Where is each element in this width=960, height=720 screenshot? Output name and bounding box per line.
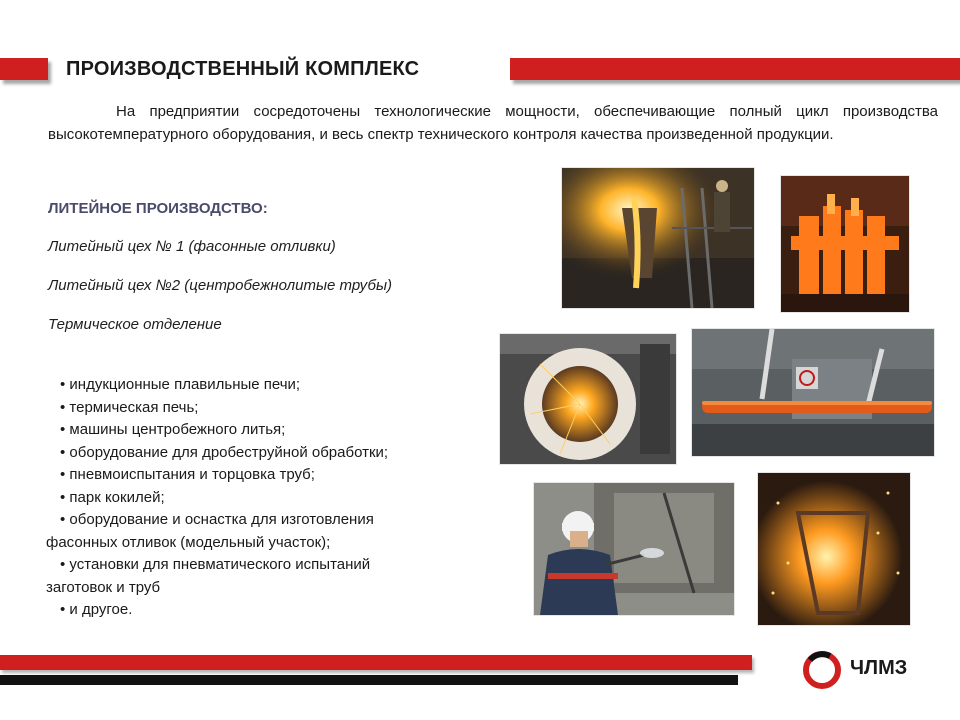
logo-text: ЧЛМЗ (850, 657, 908, 679)
header-accent-right (510, 58, 960, 80)
list-item: фасонных отливок (модельный участок); (46, 533, 331, 551)
section-item-thermal: Термическое отделение (48, 316, 222, 333)
equipment-list (46, 374, 500, 622)
list-item: • машины центробежного литья; (60, 421, 286, 438)
photo-furnace (758, 473, 910, 625)
list-item: • индукционные плавильные печи; (60, 376, 301, 393)
logo-ring-icon (800, 648, 844, 692)
photo-centrifugal-casting (500, 334, 676, 464)
list-item: • термическая печь; (60, 398, 199, 416)
section-item-foundry-2: Литейный цех №2 (центробежнолитые трубы) (48, 277, 392, 294)
list-item: • оборудование для дробеструйной обработки; (60, 443, 389, 461)
list-item: • парк кокилей; (60, 488, 165, 506)
photo-pipe-crane (692, 329, 934, 456)
footer-accent-red (0, 655, 752, 670)
list-item: • пневмоиспытания и торцовка труб; (60, 466, 315, 483)
list-item: • оборудование и оснастка для изготовления (60, 511, 374, 528)
photo-hot-castings (781, 176, 909, 312)
photo-pouring-metal (562, 168, 754, 308)
photo-worker (534, 483, 734, 615)
list-item: • и другое. (60, 601, 133, 618)
header-accent-left (0, 58, 48, 80)
intro-paragraph: На предприятии сосредоточены технологические мощности, обеспечивающие полный цикл производства высокотемпературного оборудования, и весь спектр технического контроля качества произведенной продукции. (48, 103, 938, 143)
footer-accent-black (0, 675, 738, 685)
company-logo (800, 648, 950, 692)
list-item: • установки для пневматического испытаний (60, 556, 371, 573)
list-item: заготовок и труб (46, 578, 161, 596)
page-title: ПРОИЗВОДСТВЕННЫЙ КОМПЛЕКС (66, 58, 420, 80)
section-title: ЛИТЕЙНОЕ ПРОИЗВОДСТВО: (48, 200, 268, 217)
section-item-foundry-1: Литейный цех № 1 (фасонные отливки) (48, 238, 336, 255)
